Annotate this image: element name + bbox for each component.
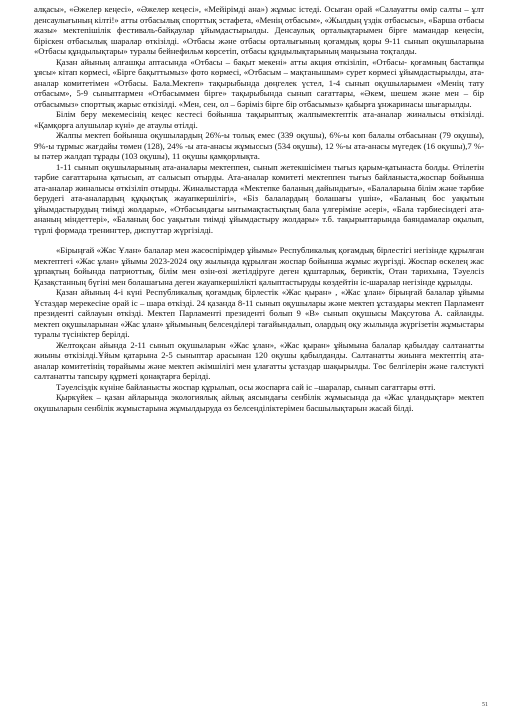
section-gap: [34, 235, 484, 245]
paragraph: Жалпы мектеп бойынша оқушылардың 26%-ы толық емес (339 оқушы), 6%-ы көп балалы отбасынан (79 оқушы), 9%-ы тұрмыс жағдайы төмен (128), 24% -ы ата-анасы жұмыссыз (534 оқушы), 12 %-ы ата-анасы мүгедек (16 оқушы),7 %-ы пәтер жалдап тұрады (103 оқушы), 11 оқушы қамқорлықта.: [34, 130, 484, 161]
paragraph: «Бірыңғай «Жас Ұлан» балалар мен жасөспірімдер ұйымы» Республикалық қоғамдық бірлестігі негізінде құрылған мектептегі «Жас ұлан» ұйымы 2023-2024 оқу жылында құрылған жоспар бойынша жұмыс жүргізді. Жоспар өскелең жас ұрпақтың бойында патриоттық, білім мен өзін-өзі жетілдіруге деген құштарлық, бериктік, Отан тарихына, Тәуелсіз Қазақстанның бүгіні мен болашағына деген жауапкершілікті қалыптастыруды көздейтін іс-шаралар негізінде құрылды.: [34, 245, 484, 287]
paragraph: 1-11 сынып оқушыларының ата-аналары мектеппен, сынып жетекшісімен тығыз қарым-қатынаста болды. Өтілетін тәрбие сағаттарына қатысып, ат салысып отырды. Ата-аналар комитеті мектеппен тығыз байланыста,жоспар бойынша ата-аналар жиналысы өткізіліп отырды. Жиналыстарда «Мектепке баланың дайындығы», «Балаларына білім және тәрбие берудегі ата-аналардың құқықтық жауапкершілігі», «Біз балалардың болашағы үшін», «Баланың бос уақытын ұйымдастырудың тиімді жолдары», «Отбасындағы ынтымақтастықтың бала үлгеріміне әсері», «Бала тәрбиесіндегі ата-ананың міндеттері», «Баланың бос уақытын тиімді ұйымдастыру жолдары» т.б. тақырыптарында баяндамалар оқылып, түрлі формада тренингтер, диспуттар жүргізілді.: [34, 161, 484, 235]
paragraph: алқасы», «Әжелер кеңесі», «Әжелер кеңесі», «Мейірімді ана») жұмыс істеді. Осыған орай «Салауатты өмір салты – ұлт денсаулығының кілті!» атты отбасылық спорттық эстафета, «Менің отбасым», «Жылдың үздік отбасысы», «Барша отбасы жазы» мектепішілік фестиваль-байқаулар ұйымдастырылды. Денсаулық орталықтарымен бірге мамандар кеңесін, біріскен отбасылық шаралар өткізілді. «Отбасы және отбасы орталығының қоғамдық қоры 9-11 сынып оқушыларына «Отбасы құндылықтары» туралы бейнефильм көрсетіп, отбасы құндылықтарының маңызына тоқталды.: [34, 4, 484, 56]
paragraph: Тәуелсіздік күніне байланысты жоспар құрылып, осы жоспарға сай іс –шаралар, сынып сағаттары өтті.: [56, 381, 436, 392]
paragraph: Желтоқсан айында 2-11 сынып оқушыларын «Жас ұлан», «Жас қыран» ұйымына балалар қабылдау салтанатты жиыны өткізілді.Ұйым қатарына 2-5 сыныптар арасынан 120 оқушы қабылданды. Салтанатты жиынға мектептің ата-аналар комитетінің төрайымы және мектеп әкімшілігі мен ұлағатты ұстаздар шақырылды. Төс белгілерін және галстукті салтанатты тапсыру құрметі қонақтарға берілді.: [34, 339, 484, 381]
document-body: [34, 4, 484, 413]
paragraph: Қазан айының 4-і күні Республикалық қоғамдық бірлестік «Жас қыран» , «Жас ұлан» бірыңғай балалар ұйымы Ұстаздар мерекесіне орай іс – шара өткізді. 24 қазанда 8-11 сынып оқушылары және мектеп ұстаздары мектеп Парламент президенті сайлауын өткізді. Мектеп Парламенті президенті болып 9 «В» сынып оқушысы Мақсутова А. сайланды. мектеп оқушыларынан «Жас ұлан» ұйымының белсенділері тағайындалып, олардың оқу жылында жүргізетін жұмыстары туралы түсініктер берілді.: [34, 287, 484, 339]
paragraph: Қазан айының алғашқы аптасында «Отбасы – бақыт мекені» атты акция өткізіліп, «Отбасы- қоғамның бастапқы ұясы» кітап көрмесі, «Бірге бақыттымыз» фото көрмесі, «Отбасым – мақтанышым» сурет көрмесі ұйымдастырылды, ата-аналар комитетімен «Отбасы. Бала.Мектеп» тақырыбында дөңгелек үстел, 1-4 сынып оқушыларымен «Менің тату отбасым», 5-9 сыныптармен «Отбасыммен бірге» тақырыбында сынып сағаттары, «Әкем, шешем және мен – бір отбасымыз» спорттық жарыс өткізілді. «Мен, сен, ол – бәріміз бірге бір отбасымыз» қабырға ұнжаринасы шығарылды.: [34, 56, 484, 109]
paragraph: Қыркүйек – қазан айларында экологиялық айлық аясындағы сенбілік жұмысында да «Жас ұландықтар» мектеп оқушыларын сенбілік жұмыстарына жұмылдыруда өз белсенділіктерімен басшылықтарын жасай білді.: [34, 392, 484, 413]
paragraph: Білім беру мекемесінің кеңес кестесі бойынша тақырыптық жалпымектептік ата-аналар жиналысы өткізілді. «Қамқорға алушылар күні» де атаулы өтілді.: [34, 109, 484, 130]
page-number: 51: [482, 702, 488, 708]
